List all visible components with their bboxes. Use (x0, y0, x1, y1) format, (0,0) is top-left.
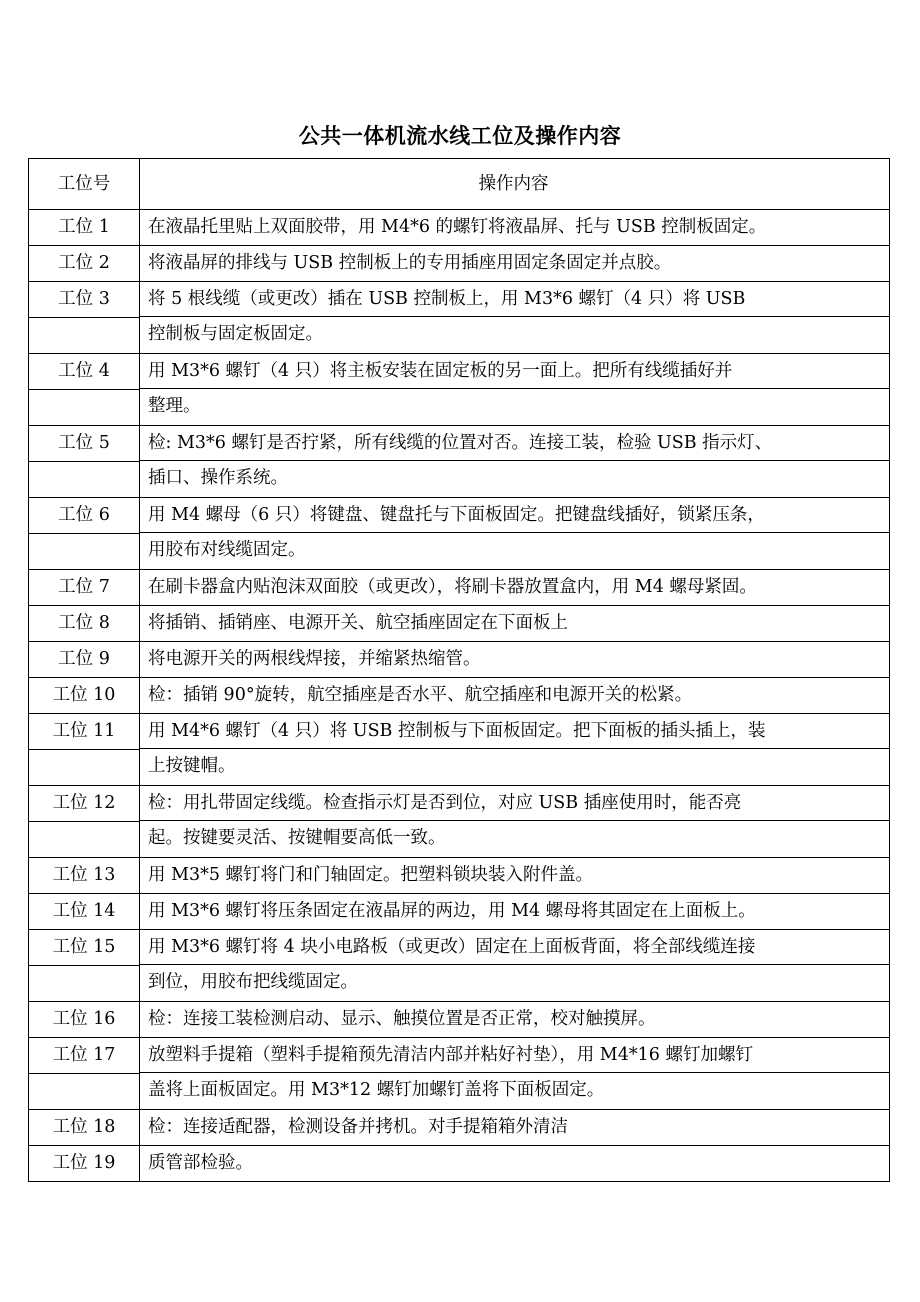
operation-line: 用 M3*6 螺钉将 4 块小电路板（或更改）固定在上面板背面，将全部线缆连接 (140, 930, 889, 965)
operation-content (140, 570, 889, 605)
station-number: 工位 1 (29, 210, 140, 245)
page-title: 公共一体机流水线工位及操作内容 (298, 124, 622, 148)
station-number: 工位 13 (29, 858, 140, 893)
table-row (29, 1002, 889, 1038)
station-label: 工位 6 (29, 498, 139, 534)
table-row (29, 1038, 889, 1110)
operation-content (140, 354, 889, 425)
station-number: 工位 16 (29, 1002, 140, 1037)
station-label: 工位 12 (29, 786, 139, 822)
operation-content (140, 606, 889, 641)
table-body (29, 210, 889, 1181)
station-label: 工位 3 (29, 282, 139, 318)
operation-content (140, 1110, 889, 1145)
station-label: 工位 11 (29, 714, 139, 750)
station-number: 工位 10 (29, 678, 140, 713)
table-row (29, 894, 889, 930)
operation-line: 插口、操作系统。 (148, 468, 288, 488)
table-row (29, 606, 889, 642)
table-row (29, 426, 889, 498)
operation-content (140, 246, 889, 281)
operation-content (140, 282, 889, 353)
table-row (29, 930, 889, 1002)
station-number (29, 1038, 140, 1109)
station-number (29, 426, 140, 497)
table-row (29, 354, 889, 426)
station-number: 工位 9 (29, 642, 140, 677)
station-number: 工位 7 (29, 570, 140, 605)
operation-content (140, 714, 889, 785)
operation-line: 在刷卡器盒内贴泡沫双面胶（或更改），将刷卡器放置盒内，用 M4 螺母紧固。 (148, 577, 757, 597)
operation-content (140, 426, 889, 497)
operation-line: 上按键帽。 (148, 756, 236, 776)
table-row (29, 642, 889, 678)
operation-line: 检：用扎带固定线缆。检查指示灯是否到位，对应 USB 插座使用时，能否亮 (140, 786, 889, 821)
operation-content (140, 642, 889, 677)
operation-line: 到位，用胶布把线缆固定。 (148, 972, 358, 992)
operation-content (140, 786, 889, 857)
table-row (29, 1146, 889, 1181)
station-number (29, 930, 140, 1001)
operation-line: 检：连接工装检测启动、显示、触摸位置是否正常，校对触摸屏。 (148, 1009, 656, 1029)
operation-line: 检: M3*6 螺钉是否拧紧，所有线缆的位置对否。连接工装，检验 USB 指示灯、 (140, 426, 889, 461)
table-row (29, 678, 889, 714)
table-row (29, 570, 889, 606)
operation-line: 将 5 根线缆（或更改）插在 USB 控制板上，用 M3*6 螺钉（4 只）将 USB (140, 282, 889, 317)
operation-content (140, 894, 889, 929)
station-number: 工位 19 (29, 1146, 140, 1181)
operation-line: 将电源开关的两根线焊接，并缩紧热缩管。 (148, 649, 481, 669)
operation-line: 盖将上面板固定。用 M3*12 螺钉加螺钉盖将下面板固定。 (148, 1080, 605, 1100)
operation-line: 在液晶托里贴上双面胶带，用 M4*6 的螺钉将液晶屏、托与 USB 控制板固定。 (148, 217, 767, 237)
table-row (29, 210, 889, 246)
station-number (29, 498, 140, 569)
station-number: 工位 14 (29, 894, 140, 929)
station-number: 工位 18 (29, 1110, 140, 1145)
header-content: 操作内容 (478, 174, 549, 194)
station-number (29, 714, 140, 785)
operation-line: 用 M4*6 螺钉（4 只）将 USB 控制板与下面板固定。把下面板的插头插上，装 (140, 714, 889, 749)
header-station: 工位号 (29, 159, 140, 209)
station-label: 工位 4 (29, 354, 139, 390)
station-label: 工位 17 (29, 1038, 139, 1074)
table-row (29, 786, 889, 858)
operation-line: 检：连接适配器，检测设备并拷机。对手提箱箱外清洁 (148, 1117, 568, 1137)
operation-line: 控制板与固定板固定。 (148, 324, 323, 344)
operation-content (140, 1002, 889, 1037)
station-number: 工位 8 (29, 606, 140, 641)
station-label: 工位 5 (29, 426, 139, 462)
operations-table (28, 158, 890, 1182)
table-header-row (29, 159, 889, 210)
operation-line: 起。按键要灵活、按键帽要高低一致。 (148, 828, 446, 848)
operation-line: 将插销、插销座、电源开关、航空插座固定在下面板上 (148, 613, 568, 633)
operation-line: 将液晶屏的排线与 USB 控制板上的专用插座用固定条固定并点胶。 (148, 253, 672, 273)
operation-content (140, 1038, 889, 1109)
operation-line: 用 M4 螺母（6 只）将键盘、键盘托与下面板固定。把键盘线插好，锁紧压条， (140, 498, 889, 533)
operation-content (140, 930, 889, 1001)
operation-content (140, 210, 889, 245)
operation-line: 质管部检验。 (148, 1153, 253, 1173)
operation-line: 用胶布对线缆固定。 (148, 540, 306, 560)
station-number (29, 282, 140, 353)
operation-content (140, 1146, 889, 1181)
operation-content (140, 858, 889, 893)
operation-line: 放塑料手提箱（塑料手提箱预先清洁内部并粘好衬垫），用 M4*16 螺钉加螺钉 (140, 1038, 889, 1073)
station-number: 工位 2 (29, 246, 140, 281)
table-row (29, 714, 889, 786)
table-row (29, 498, 889, 570)
operation-line: 检：插销 90°旋转，航空插座是否水平、航空插座和电源开关的松紧。 (148, 685, 693, 705)
operation-content (140, 678, 889, 713)
station-number (29, 786, 140, 857)
station-number (29, 354, 140, 425)
operation-line: 用 M3*6 螺钉将压条固定在液晶屏的两边，用 M4 螺母将其固定在上面板上。 (148, 901, 756, 921)
table-row (29, 246, 889, 282)
table-row (29, 858, 889, 894)
operation-content (140, 498, 889, 569)
station-label: 工位 15 (29, 930, 139, 966)
operation-line: 用 M3*5 螺钉将门和门轴固定。把塑料锁块装入附件盖。 (148, 865, 594, 885)
operation-line: 用 M3*6 螺钉（4 只）将主板安装在固定板的另一面上。把所有线缆插好并 (140, 354, 889, 389)
table-row (29, 282, 889, 354)
table-row (29, 1110, 889, 1146)
operation-line: 整理。 (148, 396, 201, 416)
